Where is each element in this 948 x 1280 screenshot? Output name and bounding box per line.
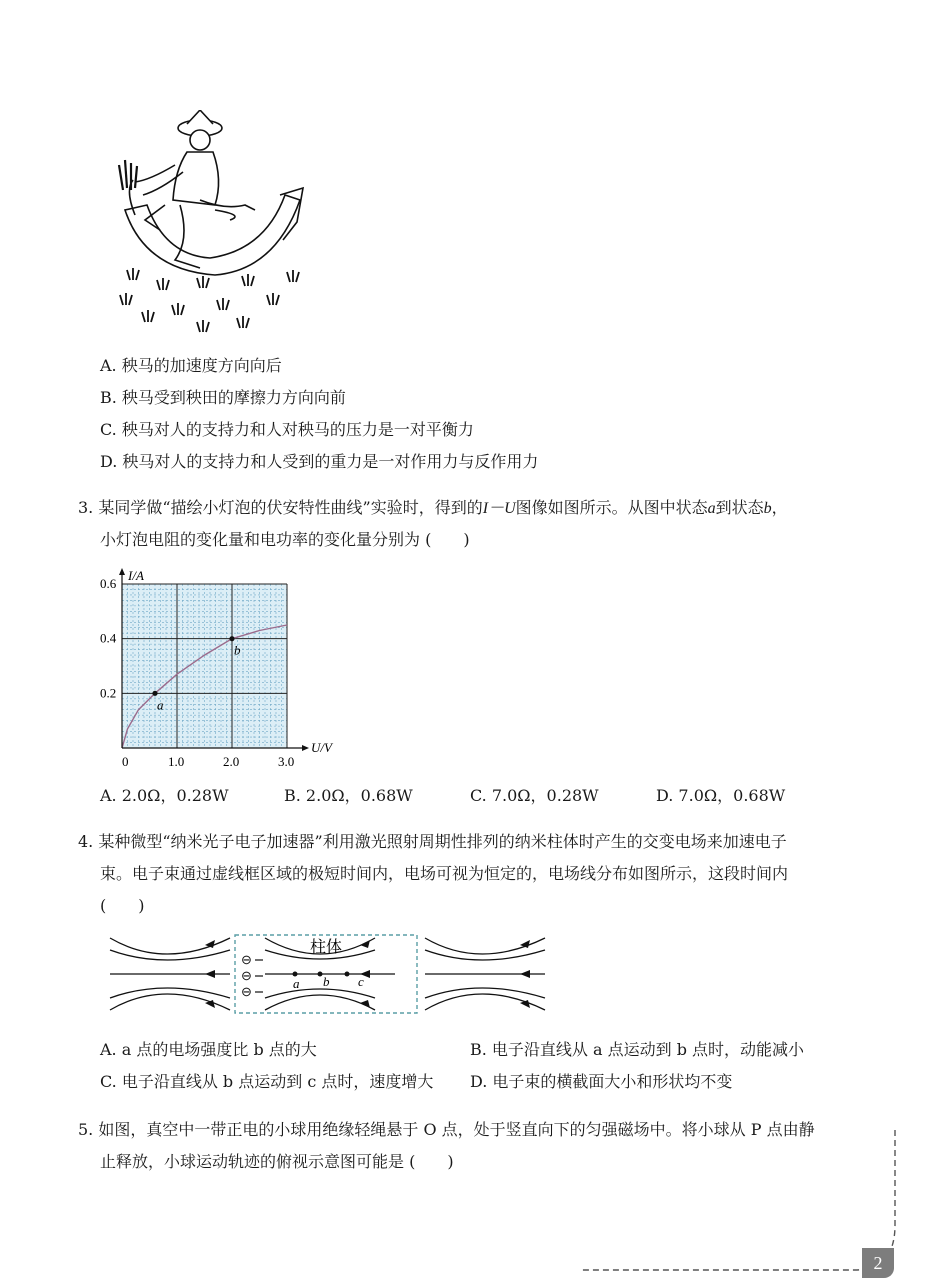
q3-option-b: B. 2.0Ω，0.68W	[284, 786, 413, 805]
farmer-on-yangma-illustration	[105, 110, 320, 345]
electron-2: ⊖	[241, 968, 252, 983]
q3-var-b: b	[763, 500, 772, 517]
x-axis-label: U/V	[311, 740, 332, 755]
x-tick-label: 3.0	[278, 754, 295, 769]
q3-option-d: D. 7.0Ω，0.68W	[656, 786, 786, 805]
q4-option-c: C. 电子沿直线从 b 点运动到 c 点时，速度增大	[100, 1072, 434, 1091]
q3-text-pre: 某同学做“描绘小灯泡的伏安特性曲线”实验时，得到的	[98, 498, 483, 517]
point-b-label: b	[323, 974, 330, 989]
q3-option-a: A. 2.0Ω，0.28W	[100, 786, 229, 805]
pillar-label: 柱体	[310, 939, 343, 956]
point-b-label: b	[234, 642, 241, 658]
q5-line2: 止释放，小球运动轨迹的俯视示意图可能是 ( )	[100, 1152, 454, 1171]
q4-option-a: A. a 点的电场强度比 b 点的大	[100, 1040, 317, 1059]
point-c-label: c	[358, 974, 364, 989]
q2-option-a: A. 秧马的加速度方向向后	[100, 356, 282, 375]
x-axis-arrow	[302, 745, 309, 751]
q3-var-iu: I－U	[482, 500, 516, 517]
electron-3: ⊖	[241, 984, 252, 999]
iu-chart	[80, 560, 350, 772]
q4-line2: 束。电子束通过虚线框区域的极短时间内，电场可视为恒定的，电场线分布如图所示，这段时间内	[100, 864, 789, 883]
q4-line3: ( )	[100, 896, 145, 915]
point-b	[229, 636, 234, 641]
q2-option-b: B. 秧马受到秧田的摩擦力方向向前	[100, 388, 346, 407]
x-tick-label: 2.0	[223, 754, 240, 769]
q3-number: 3.	[78, 498, 94, 517]
q4-line1-text: 某种微型“纳米光子电子加速器”利用激光照射周期性排列的纳米柱体时产生的交变电场来加速电子	[98, 832, 787, 851]
q3-line1	[78, 498, 788, 519]
x-tick-label: 0	[122, 754, 129, 769]
y-tick-label: 0.6	[100, 576, 117, 591]
q5-line1-text: 如图，真空中一带正电的小球用绝缘轻绳悬于 O 点，处于竖直向下的匀强磁场中。将小球从 P 点由静	[98, 1120, 815, 1139]
y-tick-label: 0.4	[100, 630, 117, 646]
y-tick-label: 0.2	[100, 685, 117, 701]
page-corner-border	[570, 1130, 900, 1275]
q2-option-c: C. 秧马对人的支持力和人对秧马的压力是一对平衡力	[100, 420, 474, 439]
point-b-dot	[318, 972, 323, 977]
q2-option-d: D. 秧马对人的支持力和人受到的重力是一对作用力与反作用力	[100, 452, 539, 471]
point-a-label: a	[157, 697, 164, 713]
electron-1: ⊖	[241, 952, 252, 967]
q3-text-to: 到状态	[715, 498, 764, 517]
y-axis-arrow	[119, 568, 125, 575]
q3-var-a: a	[707, 500, 716, 517]
q5-number: 5.	[78, 1120, 94, 1139]
point-a-label: a	[293, 976, 300, 991]
chart-grid	[122, 584, 287, 748]
x-tick-label: 1.0	[168, 754, 185, 769]
q3-text-end: ，	[771, 498, 788, 517]
page-number: 2	[862, 1248, 894, 1278]
q3-option-c: C. 7.0Ω，0.28W	[470, 786, 599, 805]
q4-option-d: D. 电子束的横截面大小和形状均不变	[470, 1072, 733, 1091]
q3-text-mid: 图像如图所示。从图中状态	[515, 498, 708, 517]
q4-line1	[78, 832, 787, 852]
q3-line2: 小灯泡电阻的变化量和电功率的变化量分别为 ( )	[100, 530, 470, 549]
point-a	[152, 691, 157, 696]
y-axis-label: I/A	[128, 568, 144, 583]
point-c-dot	[345, 972, 350, 977]
q4-option-b: B. 电子沿直线从 a 点运动到 b 点时，动能减小	[470, 1040, 805, 1059]
q4-number: 4.	[78, 832, 94, 851]
field-lines-figure	[105, 930, 555, 1020]
